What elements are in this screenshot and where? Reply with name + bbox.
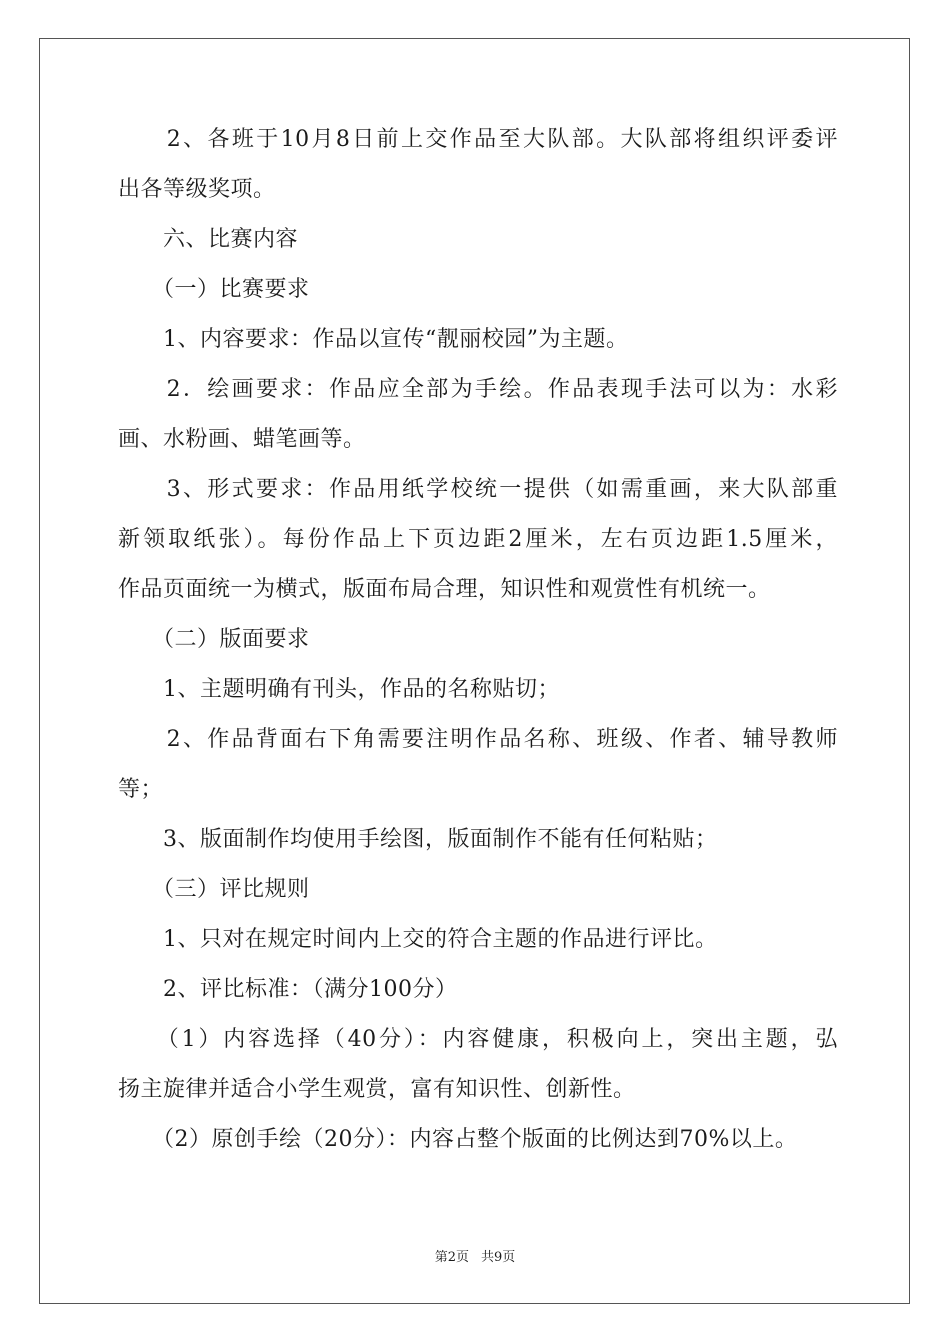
paragraph-line: （1）内容选择（40分）：内容健康，积极向上，突出主题，弘 <box>118 1027 838 1052</box>
paragraph-line: （2）原创手绘（20分）：内容占整个版面的比例达到70%以上。 <box>118 1127 798 1152</box>
paragraph-line: 等； <box>118 777 164 802</box>
paragraph-line: 3、版面制作均使用手绘图，版面制作不能有任何粘贴； <box>118 827 718 852</box>
paragraph-line: 出各等级奖项。 <box>118 177 276 202</box>
page-number: 第2页 <box>434 1250 469 1265</box>
subsection-heading: （二）版面要求 <box>118 627 310 652</box>
paragraph-line: 3、形式要求：作品用纸学校统一提供（如需重画，来大队部重 <box>118 477 838 502</box>
page-total: 共9页 <box>481 1250 516 1265</box>
paragraph-line: 扬主旋律并适合小学生观赏，富有知识性、创新性。 <box>118 1077 636 1102</box>
paragraph-line: 作品页面统一为横式，版面布局合理，知识性和观赏性有机统一。 <box>118 577 771 602</box>
paragraph-line: 1、内容要求：作品以宣传“靓丽校园”为主题。 <box>118 327 629 352</box>
paragraph-line: 2、评比标准：（满分100分） <box>118 977 458 1002</box>
paragraph-line: 2、各班于10月8日前上交作品至大队部。大队部将组织评委评 <box>118 127 838 152</box>
paragraph-line: 新领取纸张）。每份作品上下页边距2厘米，左右页边距1.5厘米， <box>118 527 838 552</box>
paragraph-line: 画、水粉画、蜡笔画等。 <box>118 427 366 452</box>
paragraph-line: 2．绘画要求：作品应全部为手绘。作品表现手法可以为：水彩 <box>118 377 838 402</box>
subsection-heading: （一）比赛要求 <box>118 277 310 302</box>
subsection-heading: （三）评比规则 <box>118 877 310 902</box>
paragraph-line: 1、只对在规定时间内上交的符合主题的作品进行评比。 <box>118 927 718 952</box>
paragraph-line: 2、作品背面右下角需要注明作品名称、班级、作者、辅导教师 <box>118 727 838 752</box>
page-footer <box>0 1250 950 1266</box>
section-heading: 六、比赛内容 <box>118 227 299 252</box>
paragraph-line: 1、主题明确有刊头，作品的名称贴切； <box>118 677 560 702</box>
